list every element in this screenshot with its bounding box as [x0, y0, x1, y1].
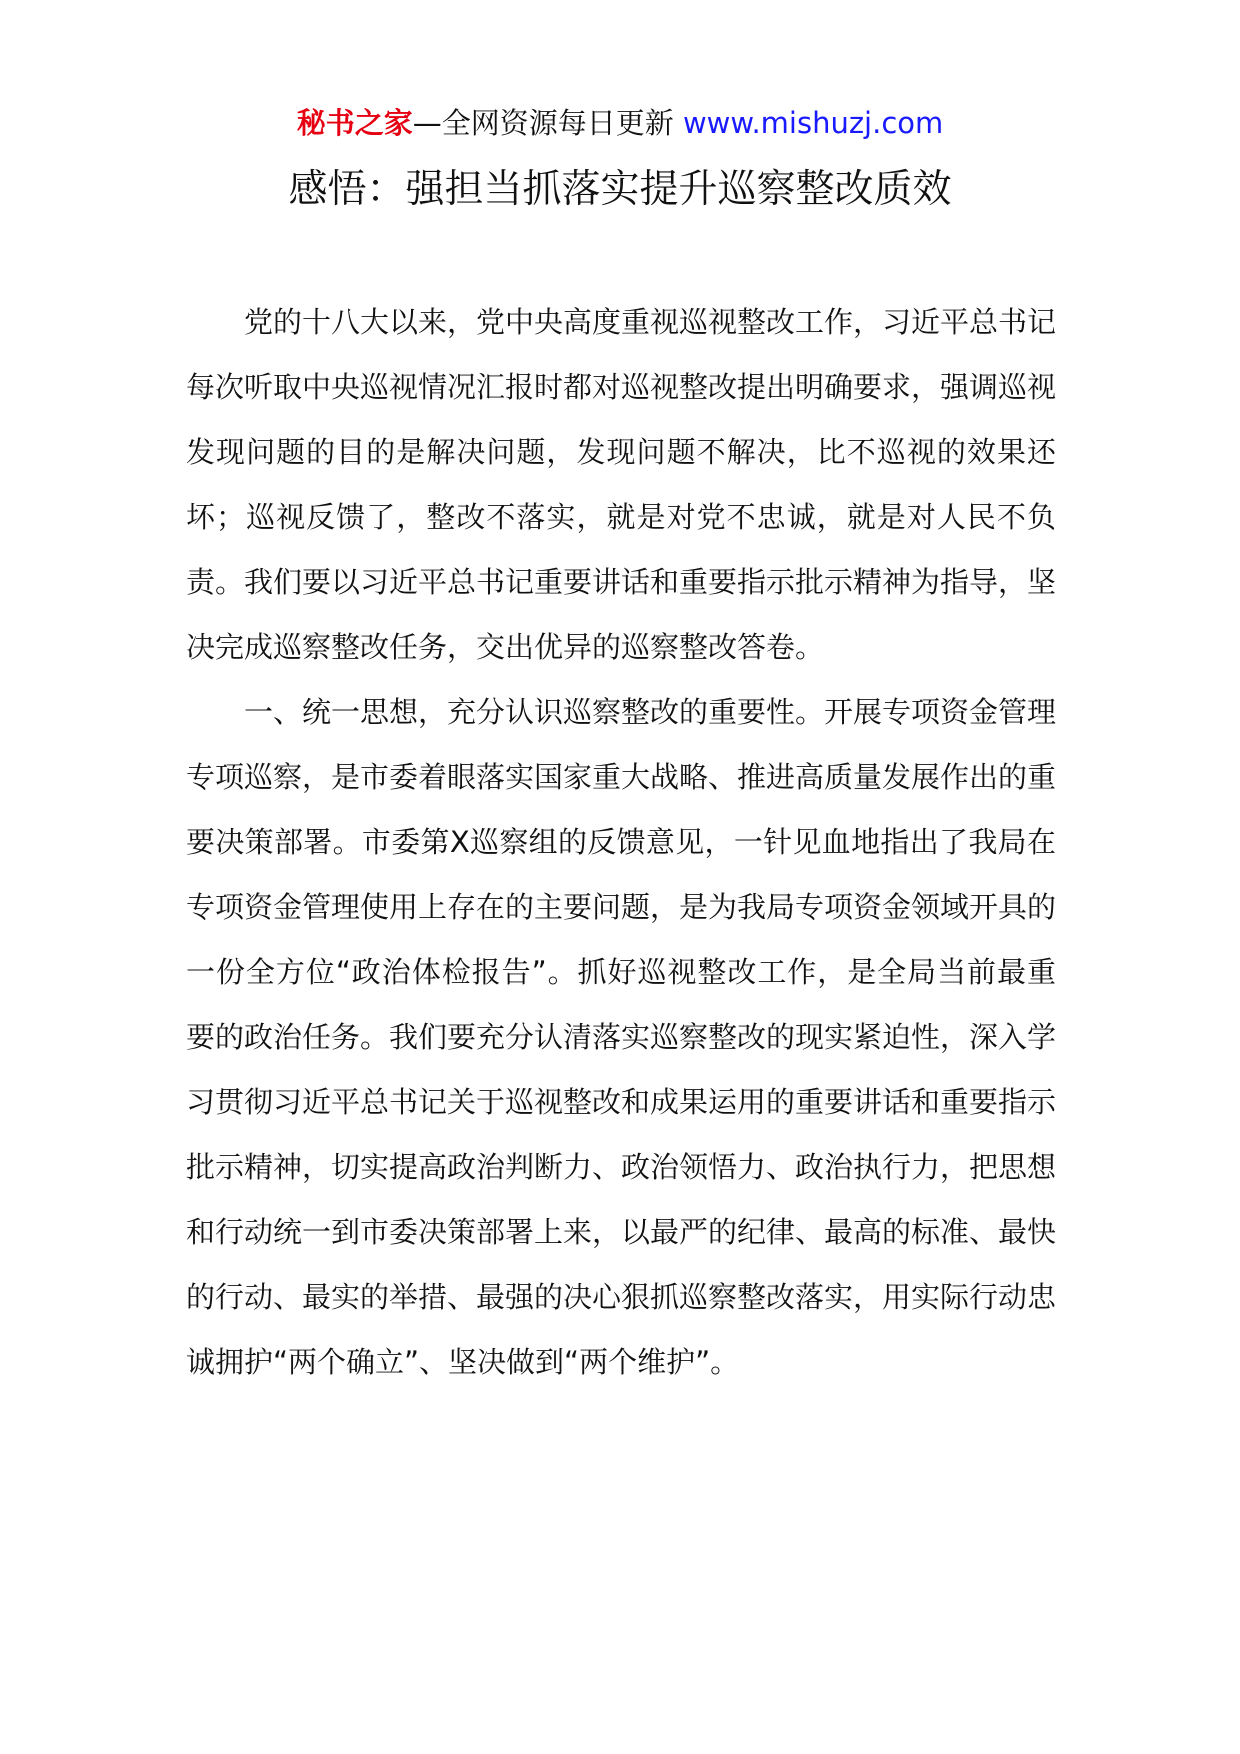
site-brand: 秘书之家 [296, 106, 413, 140]
paragraph-section-one: 一、统一思想，充分认识巡察整改的重要性。开展专项资金管理专项巡察，是市委着眼落实国家重大战略、推进高质量发展作出的重要决策部署。市委第X巡察组的反馈意见，一针见血地指出了我局在专项资金管理使用上存在的主要问题，是为我局专项资金领域开具的一份全方位“政治体检报告”。抓好巡视整改工作，是全局当前最重要的政治任务。我们要充分认清落实巡察整改的现实紧迫性，深入学习贯彻习近平总书记关于巡视整改和成果运用的重要讲话和重要指示批示精神，切实提高政治判断力、政治领悟力、政治执行力，把思想和行动统一到市委决策部署上来，以最严的纪律、最高的标准、最快的行动、最实的举措、最强的决心狠抓巡察整改落实，用实际行动忠诚拥护“两个确立”、坚决做到“两个维护”。 [186, 695, 1057, 1379]
paragraph-intro: 党的十八大以来，党中央高度重视巡视整改工作，习近平总书记每次听取中央巡视情况汇报时都对巡视整改提出明确要求，强调巡视发现问题的目的是解决问题，发现问题不解决，比不巡视的效果还坏；巡视反馈了，整改不落实，就是对党不忠诚，就是对人民不负责。我们要以习近平总书记重要讲话和重要指示批示精神为指导，坚决完成巡察整改任务，交出优异的巡察整改答卷。 [186, 305, 1057, 664]
site-url-link[interactable]: www.mishuzj.com [682, 106, 944, 140]
document-title: 感悟：强担当抓落实提升巡察整改质效 [288, 167, 952, 212]
site-header [0, 102, 1240, 144]
site-slogan: —全网资源每日更新 [412, 106, 683, 140]
document-body [186, 290, 1056, 1395]
